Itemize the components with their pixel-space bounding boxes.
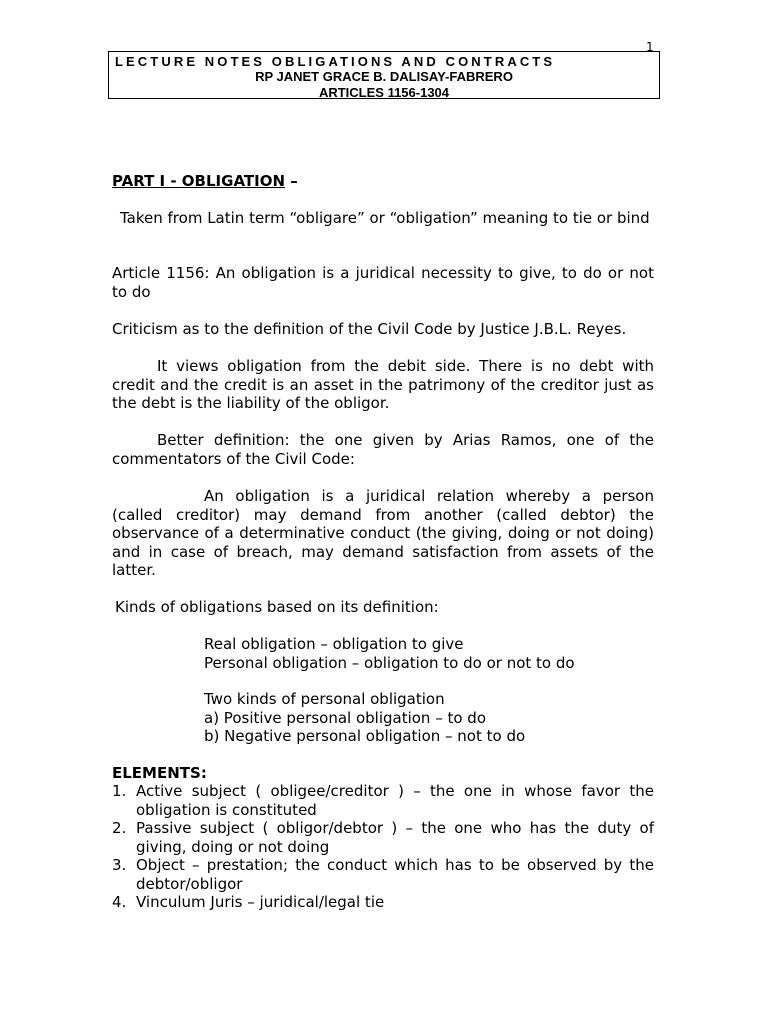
paragraph-article-1156: Article 1156: An obligation is a juridical necessity to give, to do or not to do	[112, 264, 654, 301]
part-title	[112, 172, 654, 191]
elements-list	[112, 782, 654, 912]
paragraph-arias-ramos-definition: An obligation is a juridical relation whereby a person (called creditor) may demand from another (called debtor) the observance of a determinative conduct (the giving, doing or not doing) and in case of breach, may demand satisfaction from assets of the latter.	[112, 487, 654, 579]
part-title-text: PART I - OBLIGATION	[112, 172, 286, 190]
header-articles: ARTICLES 1156-1304	[318, 85, 450, 100]
list-item: 2. Passive subject ( obligor/debtor ) – the one who has the duty of giving, doing or not doing	[112, 819, 654, 856]
paragraph-debit-side: It views obligation from the debit side. There is no debt with credit and the credit is an asset in the patrimony of the creditor just as the debt is the liability of the obligor.	[112, 357, 654, 412]
paragraph-criticism: Criticism as to the definition of the Civil Code by Justice J.B.L. Reyes.	[112, 320, 627, 338]
personal-kinds-list	[112, 690, 654, 746]
list-item: 3. Object – prestation; the conduct which has to be observed by the debtor/obligor	[112, 856, 654, 893]
header-author: RP JANET GRACE B. DALISAY-FABRERO	[255, 69, 513, 84]
page-number: 1	[646, 40, 654, 54]
paragraph-better-definition: Better definition: the one given by Arias Ramos, one of the commentators of the Civil Code:	[112, 431, 654, 468]
kind-personal: Personal obligation – obligation to do or not to do	[204, 653, 575, 672]
kind-real: Real obligation – obligation to give	[204, 635, 464, 653]
personal-kinds-heading: Two kinds of personal obligation	[204, 690, 445, 708]
personal-kind-positive: a) Positive personal obligation – to do	[204, 708, 486, 727]
kinds-list	[112, 635, 654, 672]
header-course-title: LECTURE NOTES OBLIGATIONS AND CONTRACTS	[115, 54, 556, 69]
document-header	[108, 51, 660, 99]
paragraph-kinds-intro: Kinds of obligations based on its definition:	[115, 598, 439, 616]
paragraph-latin-term: Taken from Latin term “obligare” or “obligation” meaning to tie or bind	[120, 209, 650, 227]
part-title-dash: –	[285, 172, 298, 190]
list-item: 4. Vinculum Juris – juridical/legal tie	[112, 893, 385, 911]
personal-kind-negative: b) Negative personal obligation – not to do	[204, 727, 526, 745]
elements-heading: ELEMENTS:	[112, 764, 207, 782]
list-item: 1. Active subject ( obligee/creditor ) – the one in whose favor the obligation is constituted	[112, 782, 654, 819]
